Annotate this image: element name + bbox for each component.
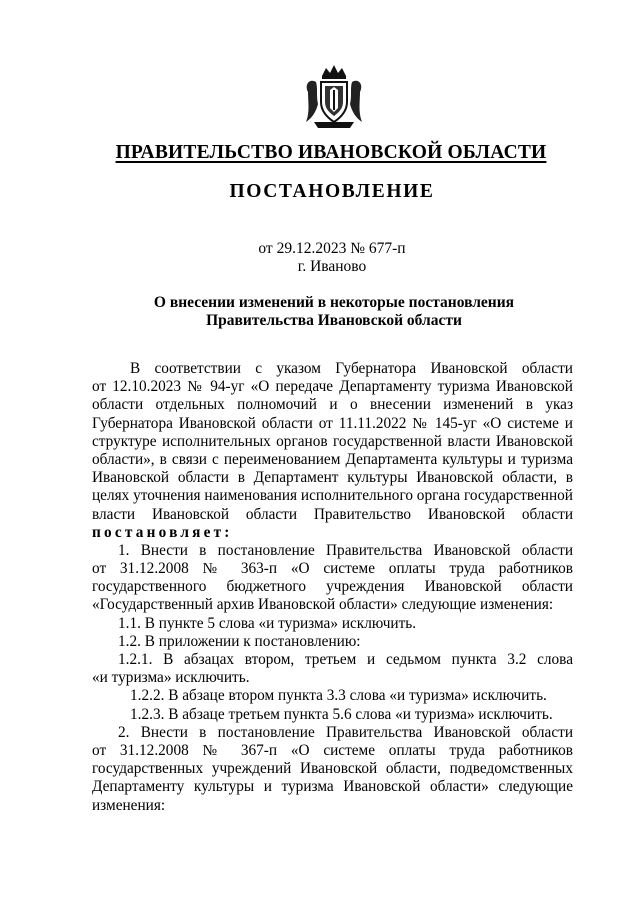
document-body xyxy=(92,360,573,815)
body-line: от 31.12.2008 № 363-п «О системе оплаты труда работников xyxy=(92,560,573,578)
subject-line-2: Правительства Ивановской области xyxy=(206,312,462,329)
body-line: изменения: xyxy=(92,796,166,814)
body-line: от 31.12.2008 № 367-п «О системе оплаты труда работников xyxy=(92,741,573,759)
body-line: структуре исполнительных органов государственной власти Ивановской xyxy=(92,432,573,450)
body-line: 1.2.3. В абзаце третьем пункта 5.6 слова «и туризма» исключить. xyxy=(130,705,553,723)
body-line: 1.1. В пункте 5 слова «и туризма» исключить. xyxy=(118,614,417,632)
body-line: 1. Внести в постановление Правительства Ивановской области xyxy=(118,541,573,559)
document-type-title: ПОСТАНОВЛЕНИЕ xyxy=(229,181,435,202)
body-line: от 12.10.2023 № 94-уг «О передаче Департаменту туризма Ивановской xyxy=(92,378,573,396)
body-line: Ивановской области в Департамент культуры Ивановской области, в xyxy=(92,469,573,487)
body-line: целях уточнения наименования исполнительного органа государственной xyxy=(92,487,573,505)
body-line: 2. Внести в постановление Правительства Ивановской области xyxy=(118,723,573,741)
resolves-word: постановляет: xyxy=(92,523,233,541)
body-line: власти Ивановской области Правительство Ивановской области xyxy=(92,505,573,523)
subject-line-1: О внесении изменений в некоторые постановления xyxy=(153,294,515,311)
government-title: ПРАВИТЕЛЬСТВО ИВАНОВСКОЙ ОБЛАСТИ xyxy=(115,142,547,163)
body-line: государственных учреждений Ивановской области, подведомственных xyxy=(92,760,573,778)
body-line: Департаменту культуры и туризма Ивановской области» следующие xyxy=(92,778,573,796)
body-line: В соответствии с указом Губернатора Ивановской области xyxy=(130,360,573,377)
body-line: государственного бюджетного учреждения Ивановской области xyxy=(92,578,573,596)
body-line: «Государственный архив Ивановской области» следующие изменения: xyxy=(92,596,554,614)
body-line: «и туризма» исключить. xyxy=(92,669,250,687)
coat-of-arms-icon xyxy=(300,62,368,130)
body-line: 1.2.1. В абзацах втором, третьем и седьмом пункта 3.2 слова xyxy=(118,651,573,668)
body-line: 1.2.2. В абзаце втором пункта 3.3 слова «и туризма» исключить. xyxy=(130,687,547,705)
body-line: области», в связи с переименованием Департамента культуры и туризма xyxy=(92,450,573,468)
body-line: Губернатора Ивановской области от 11.11.2022 № 145-уг «О системе и xyxy=(92,414,573,432)
body-line: 1.2. В приложении к постановлению: xyxy=(118,632,361,650)
city: г. Иваново xyxy=(297,258,367,275)
date-and-number: от 29.12.2023 № 677-п xyxy=(258,240,406,257)
body-line: области отдельных полномочий и о внесении изменений в указ xyxy=(92,396,573,414)
